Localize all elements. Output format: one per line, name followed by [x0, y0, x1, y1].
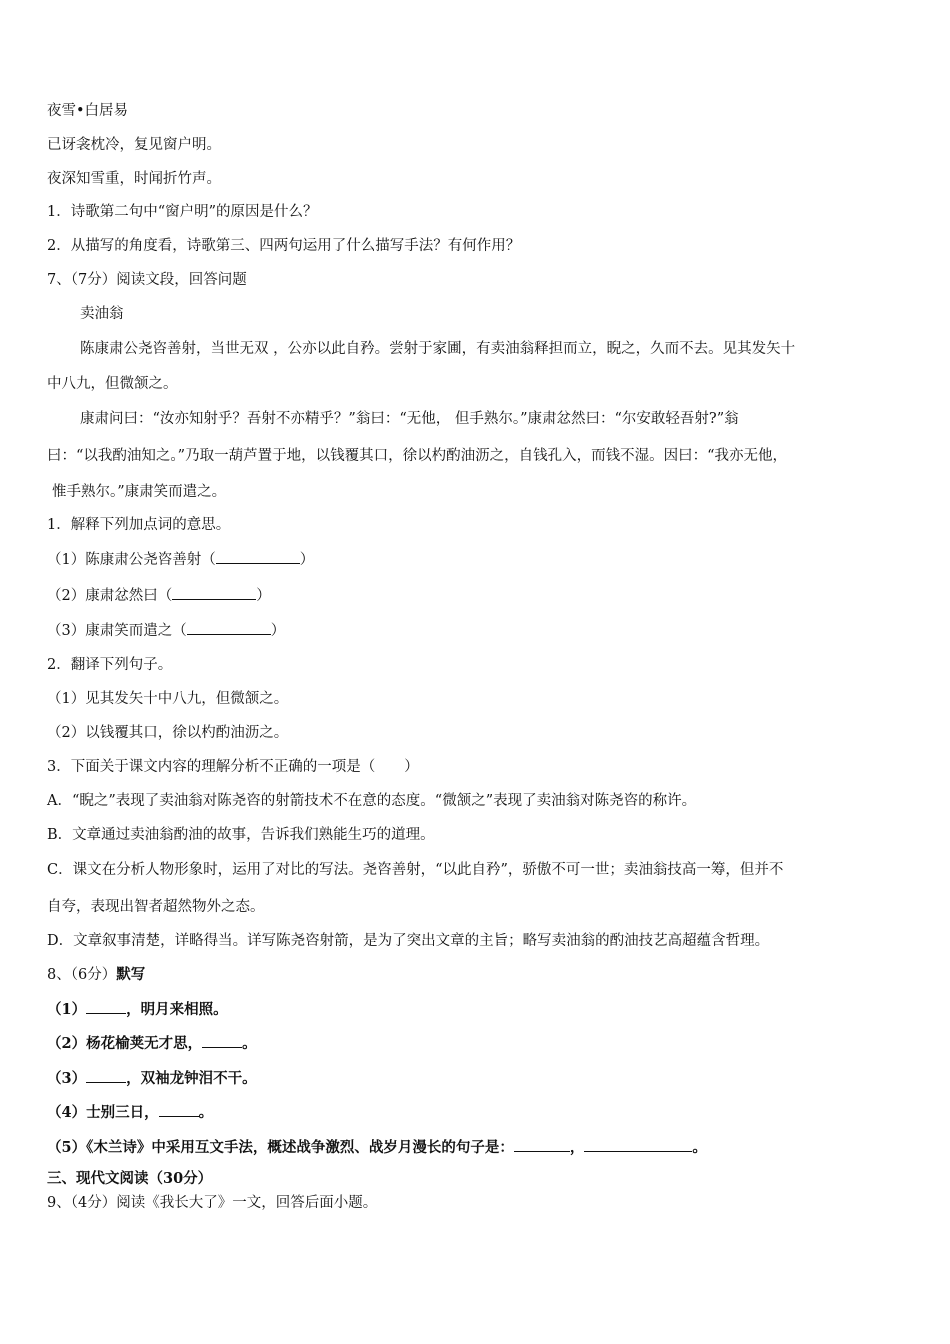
passage-para-1-cont: 中八九，但微颔之。 — [47, 376, 178, 392]
answer-blank[interactable] — [584, 1137, 692, 1152]
answer-blank[interactable] — [514, 1137, 570, 1152]
option-d: D．文章叙事清楚，详略得当。详写陈尧咨射箭，是为了突出文章的主旨；略写卖油翁的酌油技艺高超蕴含哲理。 — [47, 933, 770, 949]
item-text: （3）康肃笑而遣之（ — [47, 623, 187, 639]
close-paren: ） — [299, 552, 315, 568]
poem-line-1: 已讶衾枕冷，复见窗户明。 — [47, 137, 221, 153]
option-a: A．“睨之”表现了卖油翁对陈尧咨的射箭技术不在意的态度。“微颔之”表现了卖油翁对陈尧咨的称许。 — [47, 793, 697, 809]
poem-question-1: 1．诗歌第二句中“窗户明”的原因是什么？ — [47, 204, 318, 220]
item-suffix: ，明月来相照。 — [126, 1001, 228, 1018]
answer-blank[interactable] — [86, 999, 126, 1014]
q8-item-5 — [47, 1137, 707, 1158]
q8-item-3 — [47, 1068, 257, 1089]
close-paren: ） — [256, 588, 271, 604]
item-prefix: （1） — [47, 1001, 87, 1018]
option-c-cont: 自夸，表现出智者超然物外之态。 — [47, 899, 265, 915]
item-suffix: ，双袖龙钟泪不干。 — [126, 1070, 257, 1087]
close-paren: ） — [270, 623, 286, 639]
item-text: （2）康肃忿然曰（ — [47, 588, 173, 604]
poem-question-2: 2．从描写的角度看，诗歌第三、四两句运用了什么描写手法？有何作用？ — [47, 238, 521, 254]
item-mid: ， — [569, 1139, 585, 1156]
item-text: （1）陈康肃公尧咨善射（ — [47, 552, 216, 568]
option-b: B．文章通过卖油翁酌油的故事，告诉我们熟能生巧的道理。 — [47, 827, 435, 843]
poem-title: 夜雪•白居易 — [47, 103, 129, 119]
item-suffix: 。 — [242, 1035, 257, 1052]
option-c: C．课文在分析人物形象时，运用了对比的写法。尧咨善射，“以此自矜”，骄傲不可一世；卖油翁技高一筹，但并不 — [47, 862, 784, 878]
q8-item-1 — [47, 999, 228, 1020]
answer-blank[interactable] — [172, 585, 256, 600]
q7-sub2-item-2: （2）以钱覆其口，徐以杓酌油沥之。 — [47, 725, 289, 741]
q9-header: 9、（4分）阅读《我长大了》一文，回答后面小题。 — [47, 1195, 378, 1211]
q8-item-4 — [47, 1102, 213, 1123]
answer-blank[interactable] — [159, 1102, 199, 1117]
item-prefix: （4）士别三日， — [47, 1104, 159, 1121]
q8-item-2 — [47, 1033, 257, 1054]
q7-sub2: 2．翻译下列句子。 — [47, 657, 173, 673]
answer-blank[interactable] — [202, 1033, 242, 1048]
passage-para-1: 陈康肃公尧咨善射，当世无双 ，公亦以此自矜。尝射于家圃，有卖油翁释担而立，睨之，久而不去。见其发矢十 — [80, 341, 796, 357]
q7-sub1-item-1 — [47, 549, 314, 570]
passage-title: 卖油翁 — [80, 306, 124, 322]
q7-sub2-item-1: （1）见其发矢十中八九，但微颔之。 — [47, 691, 289, 707]
answer-blank[interactable] — [86, 1068, 126, 1083]
q7-sub3: 3．下面关于课文内容的理解分析不正确的一项是（ ） — [47, 759, 419, 775]
passage-para-2-end: 惟手熟尔。”康肃笑而遣之。 — [52, 484, 227, 500]
q7-sub1: 1．解释下列加点词的意思。 — [47, 517, 231, 533]
item-suffix: 。 — [692, 1139, 707, 1156]
q8-title: 默写 — [116, 966, 146, 983]
q7-sub1-item-3 — [47, 620, 285, 641]
q8-header — [47, 965, 145, 985]
section-3-title: 三、现代文阅读（30分） — [47, 1170, 213, 1187]
item-prefix: （5）《木兰诗》中采用互文手法，概述战争激烈、战岁月漫长的句子是： — [47, 1139, 514, 1156]
item-prefix: （3） — [47, 1070, 87, 1087]
passage-para-2-cont: 曰：“以我酌油知之。”乃取一葫芦置于地，以钱覆其口，徐以杓酌油沥之，自钱孔入，而钱不湿。因曰：“我亦无他， — [47, 448, 787, 464]
item-suffix: 。 — [198, 1104, 214, 1121]
q7-header: 7、（7分）阅读文段，回答问题 — [47, 272, 247, 288]
item-prefix: （2）杨花榆荚无才思， — [47, 1035, 203, 1052]
q8-number: 8、（6分） — [47, 967, 117, 983]
poem-line-2: 夜深知雪重，时闻折竹声。 — [47, 171, 221, 187]
passage-para-2: 康肃问曰：“汝亦知射乎？吾射不亦精乎？”翁曰：“无他， 但手熟尔。”康肃忿然曰：“尔安敢轻吾射?”翁 — [80, 411, 739, 427]
answer-blank[interactable] — [187, 620, 271, 635]
answer-blank[interactable] — [216, 549, 300, 564]
q7-sub1-item-2 — [47, 585, 271, 606]
